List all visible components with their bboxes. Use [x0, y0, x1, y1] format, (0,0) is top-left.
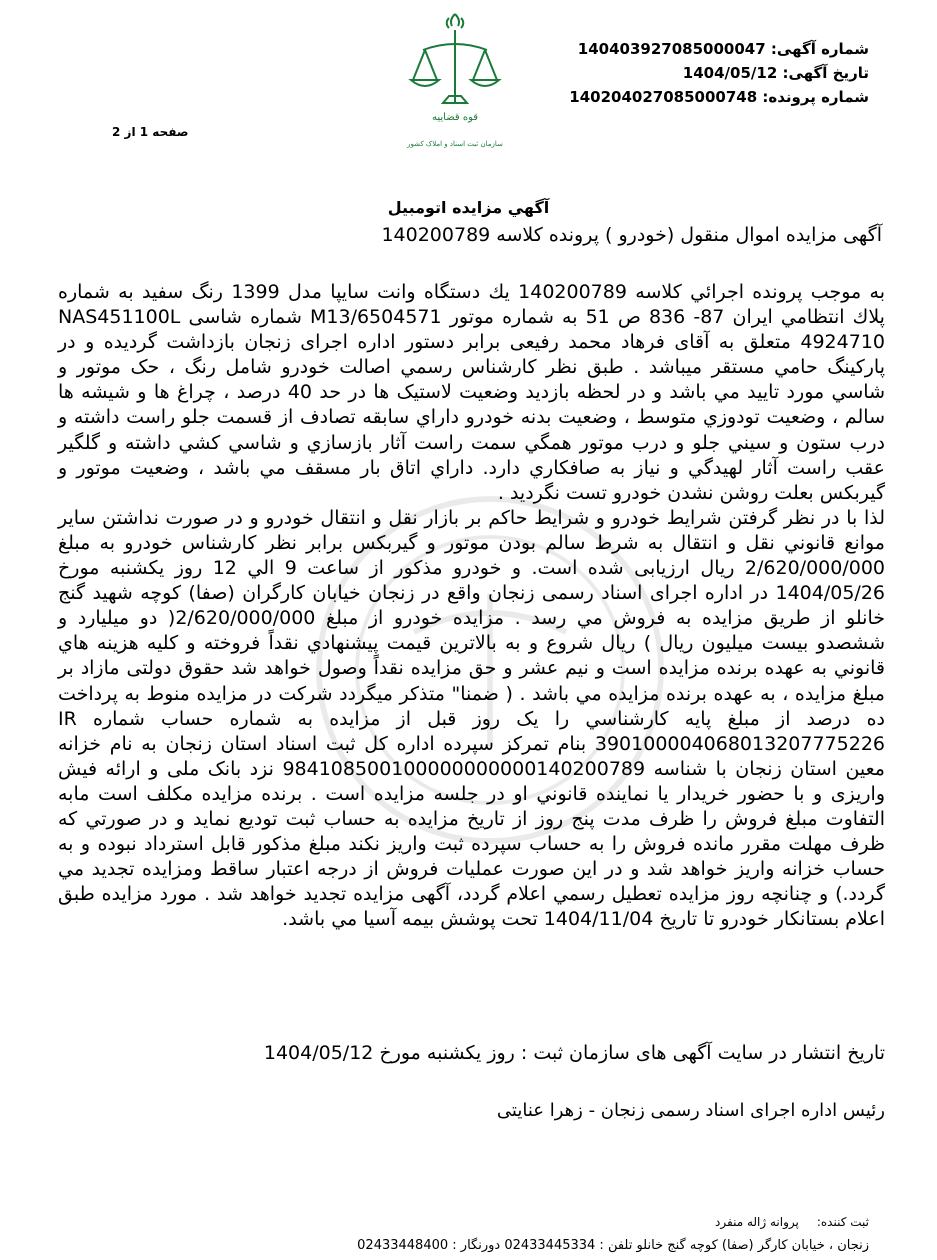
file-number: 140204027085000748 [569, 88, 758, 106]
page-title: آگهي مزايده اتومبيل [387, 198, 550, 217]
registrar-label: ثبت کننده: [816, 1215, 869, 1229]
page-label: صفحه 1 از 2 [112, 125, 189, 139]
page-subtitle: آگهی مزایده اموال منقول (خودرو ) پرونده کلاسه 140200789 [381, 224, 882, 246]
file-number-row [569, 88, 869, 106]
notice-date: 1404/05/12 [682, 64, 778, 82]
notice-number-row [578, 40, 869, 58]
notice-body [58, 280, 885, 932]
publication-date: تاریخ انتشار در سایت آگهی های سازمان ثبت : روز یکشنبه مورخ 1404/05/12 [263, 1042, 885, 1064]
file-number-label: شماره پرونده: [762, 88, 869, 106]
emblem-org: سازمان ثبت اسناد و املاک کشور [407, 140, 503, 148]
footer-address: زنجان ، خیابان کارگر (صفا) کوچه گنج خانلو تلفن : 02433445334 دورنگار : 02433448400 [357, 1238, 869, 1253]
notice-date-label: تاریخ آگهی: [782, 64, 869, 82]
notice-date-row [683, 64, 869, 82]
body-paragraph-2: لذا با در نظر گرفتن شرايط خودرو و شرايط حاكم بر بازار نقل و انتقال خودرو و در صورت نداشتن ساير موانع قانوني نقل و انتقال به شرط سالم بودن موتور و گيربكس برابر نظر كارشناس خودرو به مبلغ 2/620/000/000 ريال ارزيابی شده است. و خودرو مذكور از ساعت 9 الي 12 روز يكشنبه مورخ 1404/05/26 در اداره اجرای اسناد رسمی زنجان واقع در زنجان خیابان کارگران (صفا) کوچه شهید گنج خانلو از طريق مزايده به فروش مي رسد . مزايده خودرو از مبلغ 2/620/000/000( دو ميليارد و ششصدو بيست ميليون ريال ) ريال شروع و به بالاترين قيمت پيشنهادي نقداً فروخته و كليه هزينه هاي قانوني به عهده برنده مزايده است و نيم عشر و حق مزايده نقداً وصول خواهد شد حقوق دولتی مازاد بر مبلغ مزايده ، به عهده برنده مزايده مي باشد . ( ضمنا" متذكر ميگردد شركت در مزايده منوط به پرداخت ده درصد از مبلغ پايه كارشناسي را يک روز قبل از مزايده به شماره حساب شماره IR 390100004068013207775226 بنام تمركز سپرده اداره كل ثبت اسناد استان زنجان به نام خزانه معين استان زنجان با شناسه 984108500100000000000140200789 نزد بانک ملی و ارائه فيش واريزی و با حضور خريدار يا نماينده قانوني او در جلسه مزايده است . برنده مزايده مکلف است مابه التفاوت مبلغ فروش را ظرف مدت پنج روز از تاريخ مزايده به حساب ثبت توديع نمايد و در صورتي كه ظرف مهلت مقرر مانده فروش را به حساب سپرده ثبت واريز نكند مبلغ مذكور قابل استرداد نبوده و به حساب خزانه واريز خواهد شد و در اين صورت عمليات فروش از درجه اعتبار ساقط ومزايده تجديد مي گردد.) و چنانچه روز مزايده تعطيل رسمي اعلام گردد، آگهی مزايده تجديد خواهد شد . مورد مزايده طبق اعلام بستانكار خودرو تا تاريخ 1404/11/04 تحت پوشش بيمه آسيا مي باشد. [58, 506, 886, 931]
registrar [715, 1215, 869, 1229]
registrar-name: پروانه ژاله منفرد [715, 1215, 799, 1229]
notice-number-label: شماره آگهی: [770, 40, 869, 58]
notice-number: 140403927085000047 [577, 40, 766, 58]
judiciary-emblem-icon [395, 8, 515, 158]
body-paragraph-1: به موجب پرونده اجرائي كلاسه 140200789 يك دستگاه وانت سايپا مدل 1399 رنگ سفيد به شماره پلاك انتظامي ايران 87- 836 ص 51 به شماره موتور M13/6504571 شماره شاسی NAS451100L 4924710 متعلق به آقای فرهاد محمد رفیعی برابر دستور اداره اجرای زنجان بازداشت گردیده و در پاركينگ حامي مستقر ميباشد . طبق نظر كارشناس رسمي اصالت خودرو شامل رنگ ، حک موتور و شاسي مورد تاييد مي باشد و در لحظه بازديد وضعيت لاستيک ها در حد 40 درصد ، چراغ ها و شيشه ها سالم ، وضعيت تودوزي متوسط ، وضعيت بدنه خودرو داراي سابقه تصادف از قسمت جلو راست داشته و درب ستون و سيني جلو و درب موتور همگي سمت راست آثار بازسازي و شاسي کشي داشته و گلگير عقب راست آثار لهيدگي و نياز به صافكاري دارد. داراي اتاق بار مسقف مي باشد ، وضعيت موتور و گيربكس بعلت روشن نشدن خودرو تست نگرديد . [58, 281, 886, 504]
signature-line: رئيس اداره اجرای اسناد رسمی زنجان - زهرا عنايتی [496, 1100, 885, 1121]
emblem-title: قوه قضاییه [431, 112, 479, 123]
